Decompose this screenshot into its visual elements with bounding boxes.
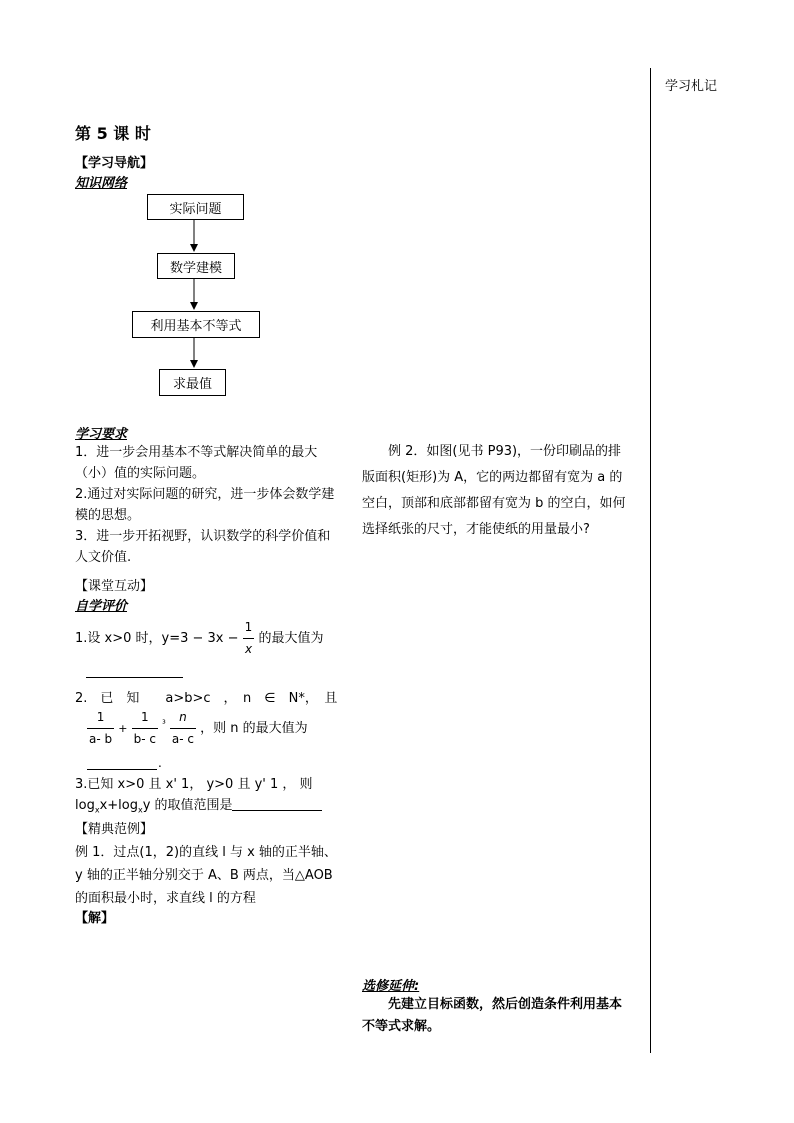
ex1-line: 例 1．过点(1，2)的直线 l 与 x 轴的正半轴、 <box>75 845 337 860</box>
example-1 <box>75 841 345 927</box>
q2-f1-num: 1 <box>96 710 105 724</box>
q1-num: 1 <box>244 620 253 634</box>
requirements-heading: 学习要求 <box>75 427 128 442</box>
q2-plus: + <box>118 722 128 735</box>
examples-heading: 【精典范例】 <box>75 822 154 837</box>
q2-line1: 2. 已 知 a>b>c ， n ∈ N*， 且 <box>75 691 338 706</box>
question-1 <box>75 617 340 660</box>
extension-line: 不等式求解。 <box>362 1019 441 1034</box>
q3-answer-blank[interactable] <box>232 810 322 811</box>
flow-box-modeling: 数学建模 <box>157 253 235 279</box>
q1-den: x <box>243 638 255 660</box>
q1-suffix: 的最大值为 <box>258 631 324 646</box>
flowchart-arrows <box>0 0 300 400</box>
q2-fraction-1 <box>87 707 114 750</box>
requirement-item: 3．进一步开拓视野，认识数学的科学价值和人文价值. <box>75 529 331 565</box>
q2-fraction-3 <box>170 707 196 750</box>
q2-f1-den: a- b <box>87 728 114 750</box>
q2-f2-den: b- c <box>132 728 158 750</box>
requirements-list <box>75 442 337 568</box>
flow-box-problem: 实际问题 <box>147 194 244 220</box>
q3-log1: log <box>75 798 95 813</box>
q2-suffix: ，则 n 的最大值为 <box>200 721 308 736</box>
q2-f3-num: n <box>179 710 187 724</box>
q2-answer-blank[interactable] <box>87 769 157 770</box>
q3-line2: $\log_xx+\log_xy$ 的取值范围是 <box>75 798 233 815</box>
extension-line: 先建立目标函数，然后创造条件利用基本 <box>388 997 623 1012</box>
sidebar-title: 学习札记 <box>665 79 718 94</box>
lesson-title: 第 5 课 时 <box>75 124 151 143</box>
interaction-heading: 【课堂互动】 <box>75 579 154 594</box>
q1-fraction <box>243 617 255 660</box>
requirement-item: 2.通过对实际问题的研究，进一步体会数学建模的思想。 <box>75 487 335 523</box>
ex1-line: y 轴的正半轴分别交于 A、B 两点，当△AOB <box>75 868 333 883</box>
extension-text <box>362 994 642 1038</box>
flow-box-inequality: 利用基本不等式 <box>132 311 260 338</box>
ex2-line: 选择纸张的尺寸，才能使纸的用量最小? <box>362 522 590 537</box>
guide-heading: 【学习导航】 <box>75 156 154 171</box>
q2-f3-den: a- c <box>170 728 196 750</box>
ex2-line: 版面积(矩形)为 A，它的两边都留有宽为 a 的 <box>362 470 623 485</box>
q2-fraction-2 <box>132 707 158 750</box>
sidebar-divider <box>650 68 651 1053</box>
self-eval-heading: 自学评价 <box>75 599 128 614</box>
q3-log2: x+log <box>99 798 138 813</box>
extension-heading: 选修延伸: <box>362 979 420 994</box>
q1-answer-blank[interactable] <box>86 677 183 678</box>
ex2-line: 空白，顶部和底部都留有宽为 b 的空白，如何 <box>362 496 626 511</box>
requirement-item: 1．进一步会用基本不等式解决简单的最大（小）值的实际问题。 <box>75 445 318 481</box>
ex1-line: 的面积最小时，求直线 l 的方程 <box>75 891 256 906</box>
q3-line2-end: y 的取值范围是 <box>142 798 233 813</box>
network-heading: 知识网络 <box>75 176 128 191</box>
q2-geq: ³ <box>162 719 166 730</box>
ex1-solution: 【解】 <box>75 911 115 926</box>
example-2 <box>362 439 642 543</box>
question-2 <box>87 707 347 750</box>
ex2-line: 例 2．如图(见书 P93)，一份印刷品的排 <box>388 444 622 459</box>
flow-box-extremum: 求最值 <box>159 369 226 396</box>
q1-prefix: 1.设 x>0 时，y=3 − 3x − <box>75 631 239 646</box>
q2-f2-num: 1 <box>140 710 149 724</box>
q3-line1: 3.已知 x>0 且 x' 1， y>0 且 y' 1 ， 则 <box>75 777 313 792</box>
q2-end: . <box>158 756 162 770</box>
